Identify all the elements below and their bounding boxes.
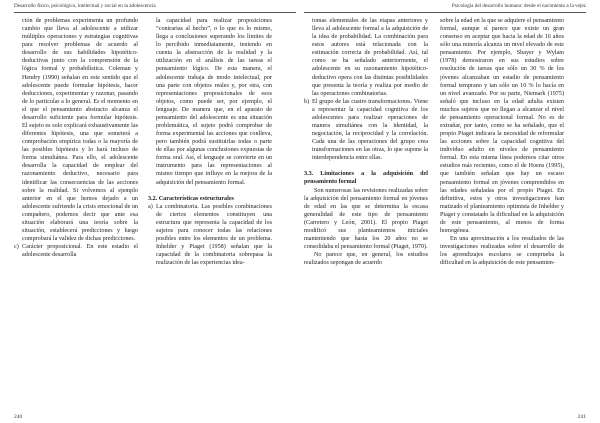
left-running-header: Desarrollo físico, psicológico, intelectual y social en la adolescencia: [14, 3, 156, 9]
list-item-text: Carácter proposicional. En este estadio el adolescente desarrolla: [22, 244, 138, 259]
list-item-a: [148, 203, 272, 268]
right-column-2: [440, 17, 564, 267]
paragraph: la capacidad para realizar proposiciones “contrarias al hecho”, o lo que es lo mismo, llega a conclusiones superando los límites de lo percibido inmediatamente, teniendo en cuenta la abstracción de la realidad y la utilización en el análisis de las tareas el pensamiento lógico. De esta manera, el adolescente trabaja de modo intelectual, por una parte con objetos reales y, por otra, con representaciones proposicionales de esos objetos, como puede ser, por ejemplo, el lenguaje. De manera que, en el aparato de pensamiento del adolescente es una situación problemática, el sujeto podrá comprobar de forma experimental las acciones que conlleva, pero también podrá sustituirlas todas o parte de ellas por algunas conclusiones expuestas de forma oral. Así, el lenguaje se convierte en un instrumento para las representaciones al mismo tiempo que influye en la mejora de la adquisición del pensamiento formal.: [156, 18, 272, 186]
right-running-header: Psicología del desarrollo humano: desde el nacimiento a la vejez: [451, 3, 586, 9]
paragraph: Son numerosas las revisiones realizadas sobre la adquisición del pensamiento formal en jóvenes de edad en las que se determina la escasa generalidad de este tipo de pensamiento (Carretero y León, 2001). El propio Piaget modificó sus planteamientos iniciales manteniendo que hasta los 20 años no se consolidaba el pensamiento formal (Piaget, 1970).: [304, 187, 428, 251]
right-page: [300, 0, 600, 423]
list-item-c: [14, 243, 138, 259]
list-item-label: c): [14, 244, 19, 251]
right-header-rule: [304, 12, 586, 13]
paragraph: sobre la edad en la que se adquiere el pensamiento formal, aunque sí parece que existe un gran consenso en aceptar que hacia la edad de 16 años sólo una minoría alcanza un nivel elevado de este pensamiento. Por ejemplo, Shayer y Wylam (1978) demostraron en sus estudios sobre resolución de tareas que sólo un 30 % de los jóvenes alcanzaban un estadio de pensamiento formal temprano y tan sólo un 10 % lo hacía en un nivel avanzado. Por su parte, Niemark (1975) señaló que incluso en la edad adulta existen muchos sujetos que no llegan a alcanzar el nivel de pensamiento operacional formal. No es de extrañar, por tanto, como se ha señalado, que el propio Piaget indicara la necesidad de reformular las acciones sobre la capacidad cognitiva del individuo adulto en niveles de pensamiento formal. En esta misma línea podemos citar otros estudios más recientes, como el de Hoens (1995), que también señalan que hay un escaso pensamiento formal en jóvenes comprendidos en las edades señaladas por el propio Piaget. En definitiva, estos y otros investigaciones han matizado el planteamiento optimista de Inhelder y Piaget y constatado la dificultad en la adquisición de este pensamiento, al menos de forma homogénea.: [440, 18, 564, 235]
left-column-1: [14, 17, 138, 259]
paragraph: No parece que, en general, los estudios realizados sepongan de acuerdo: [304, 252, 428, 267]
paragraph: ción de problemas experimenta un profundo cambio que lleva al adolescente a utilizar múltiples operaciones y estrategias cognitivas para resolver problemas de acuerdo al desarrollo de sus habilidades hipotético-deductivas junto con la comprensión de la lógica formal y probabilística. Coleman y Hendry (1990) señalan en este sentido que el adolescente puede formular hipótesis, hacer deducciones, experimentar y razonar, pasando de lo particular a lo general. Es el momento en el que el pensamiento abstracto alcanza el desarrollo suficiente para formular hipótesis. El sujeto es solo explicará exhaustivamente las diferentes hipótesis, una que someterá a comprobación empírica todas o la mayoría de las posibles hipótesis y lo hará incluso de forma simultánea. Para ello, el adolescente desarrolla la capacidad de emplear del razonamiento deductivo, necesario para identificar las consecuencias de las acciones sobre la realidad. Si volvemos al ejemplo anterior en el que hemos dejado a un adolescente sufriendo la crisis emocional de un compañero, podemos decir que ante esa situación elaborará una teoría sobre la situación, establecerá predicciones y luego comprobará la validez de dichas predicciones.: [22, 18, 138, 243]
paragraph: En una aproximación a los resultados de las investigaciones realizadas sobre el desarrollo de los aprendizajes escolares se comprueba la dificultad en la adquisición de este pensamien-: [440, 236, 564, 267]
left-header-rule: [14, 12, 296, 13]
left-column-2: [148, 17, 272, 267]
section-heading: 3.2. Características estructurales: [148, 195, 234, 202]
list-item-b: [304, 98, 428, 163]
section-heading: 3.3. Limitaciones a la adquisición del pensamiento formal: [304, 171, 428, 186]
right-column-1: [304, 17, 428, 267]
page-number: 240: [14, 414, 23, 420]
paragraph: tomas elementales de las etapas anteriores y lleva al adolescente formal a la adquisición de la idea de probabilidad. La combinación para estos autores está relacionada con la estimación correcta de probabilidad. Así, tal como se ha señalado anteriormente, el adolescente en su razonamiento hipotético-deductivo opera con las distintas posibilidades que presenta la teoría y realiza por medio de las operaciones combinatorias.: [312, 18, 428, 97]
list-item-text: El grupo de las cuatro transformaciones. Viene a representar la capacidad cognitiva de los adolescentes para realizar operaciones de manera simultánea con la identidad, la negociación, la reciprocidad y la correlación. Cada una de las operaciones del grupo crea transformaciones en las otras, lo que supone la interdependencia entre ellas.: [312, 98, 428, 162]
list-item-label: a): [148, 203, 153, 210]
list-item-label: b): [304, 98, 310, 105]
list-item-text: La combinatoria. Las posibles combinaciones de ciertos elementos constituyen una estructura que representa la capacidad de los sujetos para conocer todas las relaciones posibles entre los elementos de un problema. Inhelder y Piaget (1958) señalan que la capacidad de la combinatoria sobrepasa la realización de las experiencias idea-: [156, 203, 272, 267]
page-number: 241: [577, 414, 586, 420]
